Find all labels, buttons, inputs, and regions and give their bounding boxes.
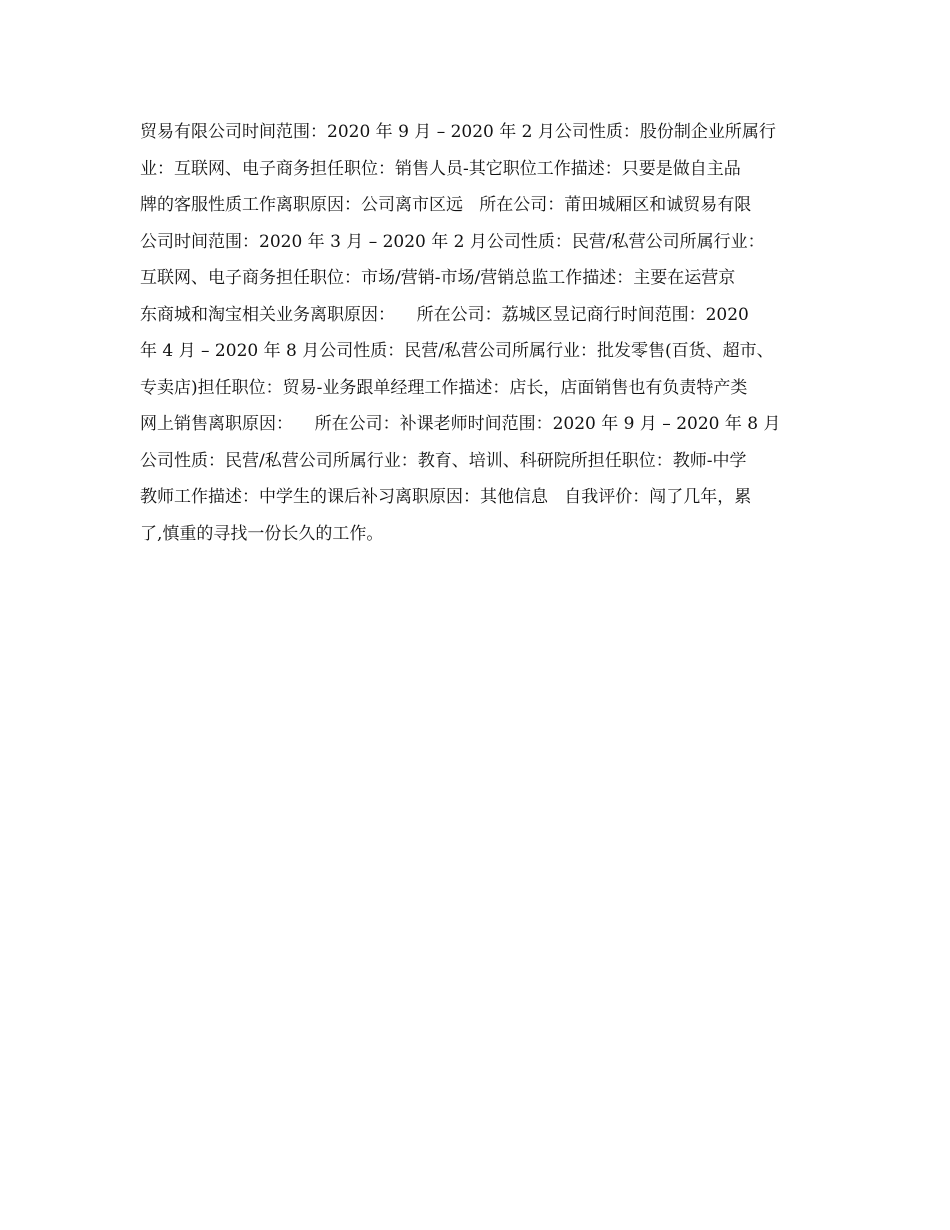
text-line: 年 4 月 – 2020 年 8 月公司性质：民营/私营公司所属行业：批发零售(百货、超市、 xyxy=(140,341,774,361)
text-line: 东商城和淘宝相关业务离职原因： 所在公司：荔城区昱记商行时间范围：2020 xyxy=(140,304,749,325)
resume-text-block xyxy=(140,114,820,552)
text-line: 了,慎重的寻找一份长久的工作。 xyxy=(140,523,384,544)
text-line: 互联网、电子商务担任职位：市场/营销-市场/营销总监工作描述：主要在运营京 xyxy=(140,268,736,288)
text-line: 业：互联网、电子商务担任职位：销售人员-其它职位工作描述：只要是做自主品 xyxy=(140,158,741,179)
text-line: 教师工作描述：中学生的课后补习离职原因：其他信息 自我评价：闯了几年，累 xyxy=(140,487,752,507)
text-line: 牌的客服性质工作离职原因：公司离市区远 所在公司：莆田城厢区和诚贸易有限 xyxy=(140,195,752,215)
text-line: 公司性质：民营/私营公司所属行业：教育、培训、科研院所担任职位：教师-中学 xyxy=(140,450,747,471)
text-line: 专卖店)担任职位：贸易-业务跟单经理工作描述：店长，店面销售也有负责特产类 xyxy=(140,377,748,398)
text-line: 公司时间范围：2020 年 3 月 – 2020 年 2 月公司性质：民营/私营公司所属行业： xyxy=(140,231,765,252)
text-line: 网上销售离职原因： 所在公司：补课老师时间范围：2020 年 9 月 – 2020 年 8 月 xyxy=(140,414,781,434)
text-line: 贸易有限公司时间范围：2020 年 9 月 – 2020 年 2 月公司性质：股份制企业所属行 xyxy=(140,122,776,142)
